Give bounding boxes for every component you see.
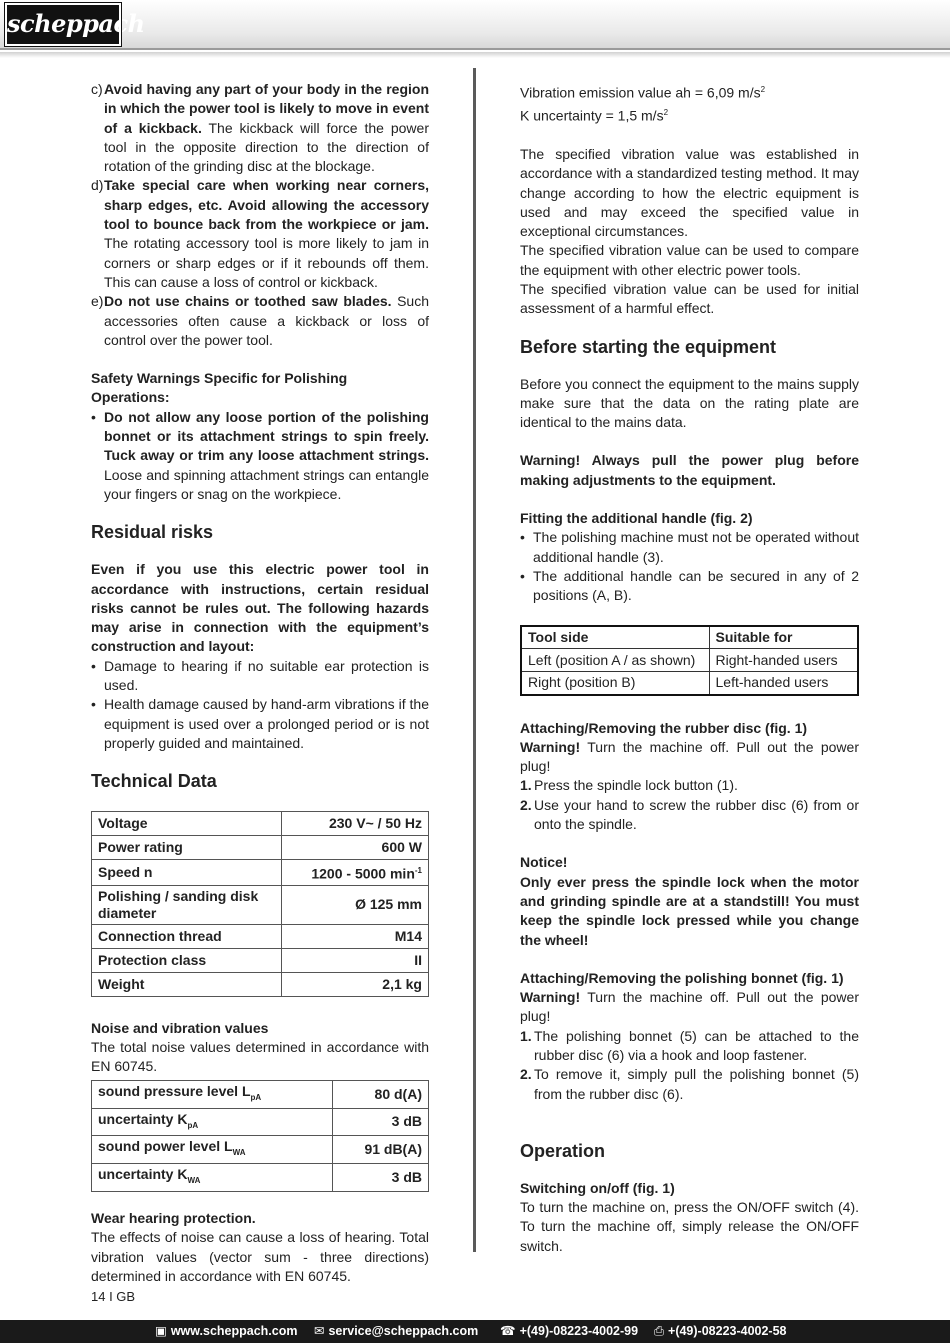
tool-side-table <box>520 625 859 696</box>
list-item-e: e) Do not use chains or toothed saw blades. Such accessories often cause a kickback or loss of control over the power tool. <box>91 293 429 348</box>
table-row: uncertainty $K_{WA}$ 3 dB <box>92 1164 429 1192</box>
residual-risks-intro: Even if you use this electric power tool in accordance with instructions, certain residual risks cannot be rules out. The following hazards may arise in connection with the equipment’s construction and layout: <box>91 561 429 655</box>
table-row: Weight 2,1 kg <box>92 972 429 996</box>
noise-intro: The total noise values determined in accordance with EN 60745. <box>91 1039 429 1075</box>
residual-risks-title: Residual risks <box>91 522 214 543</box>
header-bar <box>0 0 950 50</box>
header-shadow <box>0 52 950 58</box>
email-link[interactable]: service@scheppach.com <box>328 1324 479 1338</box>
table-row: Left (position A / as shown) Right-handed users <box>521 649 858 672</box>
before-starting-text: Before you connect the equipment to the mains supply make sure that the data on the rating plate are identical to the mains data. <box>520 375 859 431</box>
table-row: sound power level $L_{WA}$ 91 dB(A) <box>92 1136 429 1164</box>
table-row: Voltage 230 V~ / 50 Hz <box>92 812 429 836</box>
noise-table <box>91 1080 429 1192</box>
rubber-disc-heading: Attaching/Removing the rubber disc (fig. 1) <box>520 719 808 736</box>
vibration-paragraph: The specified vibration value can be used to compare the equipment with other electric power tools. <box>520 242 859 278</box>
table-row: Connection thread M14 <box>92 924 429 948</box>
table-row: Power rating 600 W <box>92 836 429 860</box>
technical-data-table <box>91 811 429 997</box>
phone-icon: ☎ <box>500 1324 516 1338</box>
fax-icon: ⎙ <box>654 1324 665 1338</box>
table-row: Protection class II <box>92 948 429 972</box>
polishing-warnings-heading: Safety Warnings Specific for Polishing Operations: <box>91 370 348 406</box>
step-item: 1. The polishing bonnet (5) can be attached to the rubber disc (6) via a hook and loop fastener. <box>520 1027 859 1063</box>
table-row: Right (position B) Left-handed users <box>521 672 858 695</box>
step-item: 2. Use your hand to screw the rubber disc (6) from or onto the spindle. <box>520 796 859 833</box>
computer-icon: ▣ <box>155 1324 167 1338</box>
bonnet-heading: Attaching/Removing the polishing bonnet (fig. 1) <box>520 969 844 986</box>
noise-heading: Noise and vibration values <box>91 1019 269 1036</box>
residual-risk-item: • Health damage caused by hand-arm vibrations if the equipment is used over a prolonged period or is not properly guided and maintained. <box>91 695 429 753</box>
mail-icon: ✉ <box>314 1324 325 1338</box>
right-column <box>520 80 859 1256</box>
vibration-paragraph: The specified vibration value can be used for initial assessment of a harmful effect. <box>520 280 859 317</box>
polishing-warning-item: • Do not allow any loose portion of the polishing bonnet or its attachment strings to spin freely. Tuck away or trim any loose attachment strings. Loose and spinning attachment strings can entangle your fingers or snag on the workpiece. <box>91 408 429 504</box>
left-column <box>91 80 429 1286</box>
list-item: • The polishing machine must not be operated without additional handle (3). <box>520 528 859 567</box>
table-header-row: Tool side Suitable for <box>521 626 858 649</box>
step-item: 1. Press the spindle lock button (1). <box>520 777 738 794</box>
power-plug-warning: Warning! Always pull the power plug before making adjustments to the equipment. <box>520 452 859 488</box>
phone-number: +(49)-08223-4002-99 <box>519 1324 639 1338</box>
rubber-disc-warning: Warning! Turn the machine off. Pull out the power plug! <box>520 738 859 775</box>
table-row: Polishing / sanding disk diameter Ø 125 mm <box>92 885 429 924</box>
vibration-paragraph: The specified vibration value was established in accordance with a standardized testing method. It may change according to how the electric equipment is used and may exceed the specified value in exceptional circumstances. <box>520 145 859 240</box>
vibration-emission-value: Vibration emission value ah = 6,09 $m/s^2$ <box>520 84 766 101</box>
scheppach-logo: scheppach <box>5 3 121 46</box>
residual-risk-item: • Damage to hearing if no suitable ear protection is used. <box>91 657 429 696</box>
technical-data-title: Technical Data <box>91 771 217 792</box>
fax-number: +(49)-08223-4002-58 <box>668 1324 787 1338</box>
step-item: 2. To remove it, simply pull the polishing bonnet (5) from the rubber disc (6). <box>520 1066 859 1102</box>
switch-heading: Switching on/off (fig. 1) <box>520 1179 675 1196</box>
list-item-d: d) Take special care when working near corners, sharp edges, etc. Avoid allowing the accessory tool to bounce back from the workpiece or jam. The rotating accessory tool is more likely to jam in corners or sharp edges or if it rebounds off them. This can cause a loss of control or kickback. <box>91 177 429 290</box>
handle-heading: Fitting the additional handle (fig. 2) <box>520 510 753 527</box>
operation-title: Operation <box>520 1140 606 1161</box>
table-row: sound pressure level $L_{pA}$ 80 d(A) <box>92 1080 429 1108</box>
website-link[interactable]: www.scheppach.com <box>170 1324 298 1338</box>
list-item-c: c) Avoid having any part of your body in the region in which the power tool is likely to move in event of a kickback. The kickback will force the power tool in the opposite direction to the direction of rotation of the grinding disc at the blockage. <box>91 81 429 175</box>
list-item: • The additional handle can be secured in any of 2 positions (A, B). <box>520 567 859 606</box>
vibration-uncertainty: K uncertainty = 1,5 $m/s^2$ <box>520 107 669 124</box>
page-number: 14 I GB <box>91 1289 136 1304</box>
table-row: Speed n 1200 - 5000 $\min^{-1}$ <box>92 860 429 886</box>
table-row: uncertainty $K_{pA}$ 3 dB <box>92 1108 429 1136</box>
before-starting-title: Before starting the equipment <box>520 336 777 357</box>
notice-text: Only ever press the spindle lock when the motor and grinding spindle are at a standstill! You must keep the spindle lock pressed while you change the wheel! <box>520 873 859 948</box>
hearing-text: The effects of noise can cause a loss of hearing. Total vibration values (vector sum - three directions) determined in accordance with EN 60745. <box>91 1229 429 1284</box>
column-divider <box>473 68 476 1252</box>
bonnet-warning: Warning! Turn the machine off. Pull out the power plug! <box>520 989 859 1025</box>
hearing-heading: Wear hearing protection. <box>91 1209 256 1226</box>
notice-label: Notice! <box>520 854 568 871</box>
footer-bar <box>0 1320 950 1343</box>
switch-text: To turn the machine on, press the ON/OFF switch (4). To turn the machine off, simply release the ON/OFF switch. <box>520 1199 859 1254</box>
